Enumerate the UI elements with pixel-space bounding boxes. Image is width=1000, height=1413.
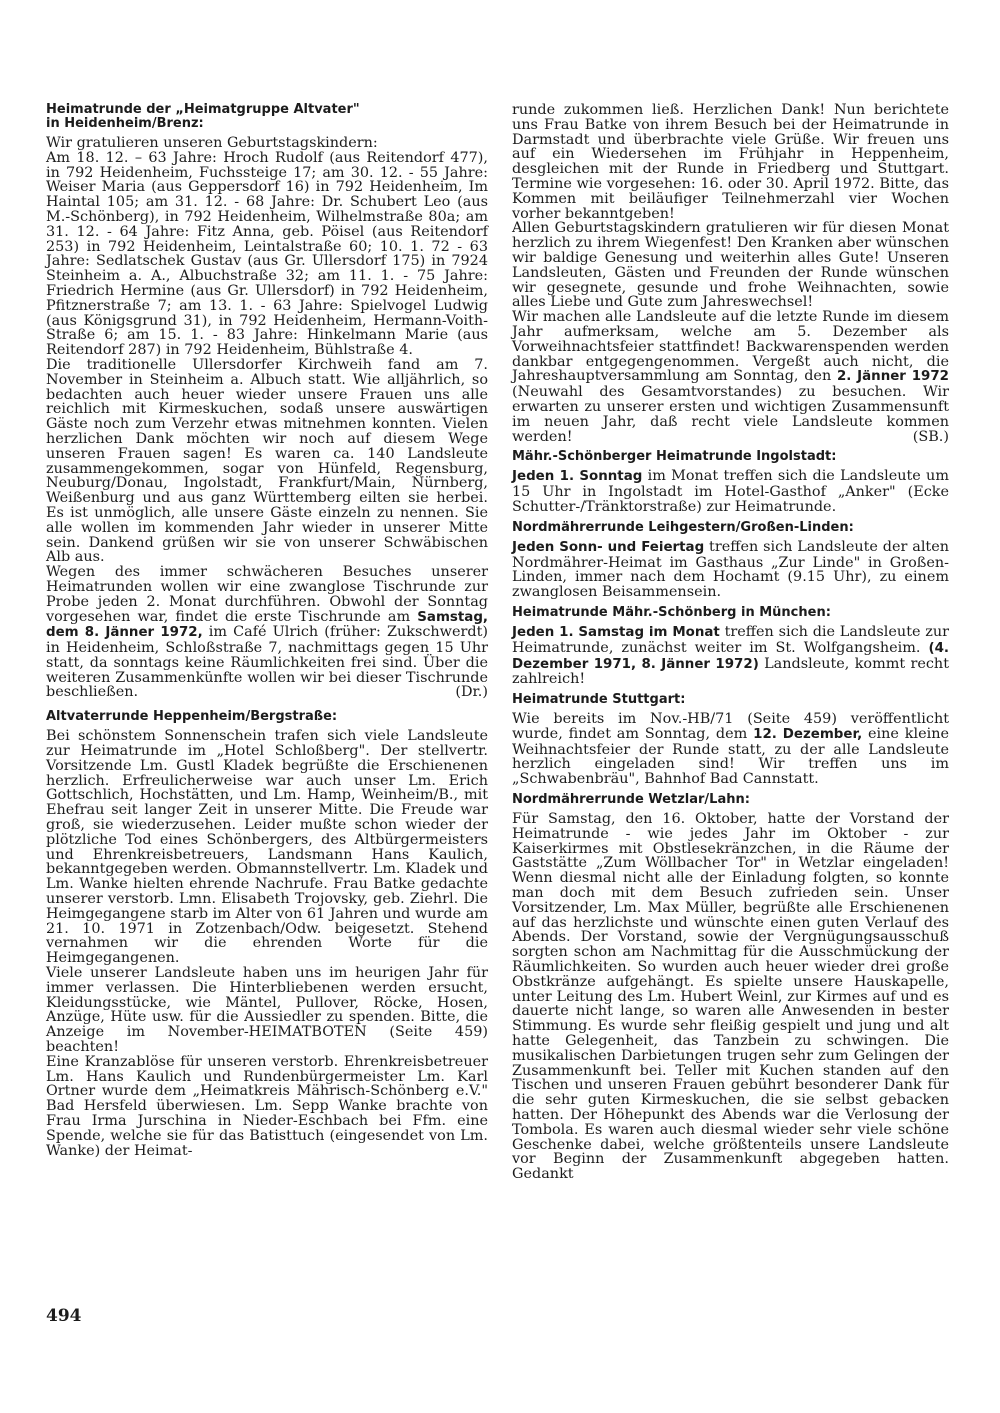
text: Landsleute, kommt recht zahlreich!: [512, 655, 949, 688]
emphasized-dates: (4. Dezember 1971, 8. Jänner 1972): [512, 640, 949, 672]
paragraph: [512, 712, 949, 787]
paragraph: runde zukommen ließ. Herzlichen Dank! Nun berichtete uns Frau Batke von ihrem Besuch bei der Heimatrunde in Darmstadt und überbrachte viele Grüße. Wir freuen uns auf ein Wiedersehen im Frühjahr in Heppenheim, desgleichen mit der Runde in Friedberg und Stuttgart. Termine wie vorgesehen: 16. oder 30. April 1972. Bitte, das Kommen mit beiläufiger Teilnehmerzahl vier Wochen vorher bekanntgeben!: [512, 102, 949, 222]
section-heading-stuttgart: Heimatrunde Stuttgart:: [512, 692, 686, 708]
author-signature: (Dr.): [455, 684, 488, 701]
paragraph: [512, 310, 949, 444]
paragraph: Allen Geburtstagskindern gratulieren wir für diesen Monat herzlich zu ihrem Wiegenfest! Den Kranken aber wünschen wir baldige Genesung und weiterhin alles Gute! Unseren Landsleuten, Gästen und Freunden der Runde wünschen wir gesegnete, gesunde und frohe Weihnachten, sowie alles Liebe und Gute zum Jahreswechsel!: [512, 220, 949, 311]
text: treffen sich die Landsleute zur Heimatrunde, zunächst weiter im St. Wolfgangsheim.: [512, 623, 950, 656]
text: Wir machen alle Landsleute auf die letzte Runde im diesem Jahr aufmerksam, welche am 5. Dezember als Vorweihnachtsfeier stattfindet! Backwarenspenden werden dankbar entgegengenommen. Vergeßt auch nicht, die Jahreshauptversammlung am Sonntag, den: [512, 309, 949, 385]
section-heading-heidenheim: [46, 103, 488, 131]
paragraph: Wir gratulieren unseren Geburtstagskindern:: [46, 135, 378, 151]
paragraph: [46, 565, 488, 700]
section-heading-muenchen: Heimatrunde Mähr.-Schönberg in München:: [512, 604, 831, 620]
paragraph: [512, 540, 949, 600]
heading-line-1: Heimatrunde der „Heimatgruppe Altvater": [46, 102, 360, 117]
page-number: 494: [46, 1306, 82, 1326]
text: im Monat treffen sich die Landsleute um 15 Uhr in Ingolstadt im Hotel-Gasthof „Anker" (Ecke Schutter-/Tränktorstraße) zur Heimatrunde.: [512, 468, 949, 515]
right-column: [512, 103, 949, 1182]
text: eine kleine Weihnachtsfeier der Runde statt, zu der alle Landsleute herzlich eingeladen sind! Wir treffen uns im „Schwabenbräu", Bahnhof Bad Cannstatt.: [512, 725, 949, 788]
section-heading-ingolstadt: Mähr.-Schönberger Heimatrunde Ingolstadt:: [512, 449, 837, 465]
lead-text: Jeden 1. Samstag im Monat: [512, 624, 720, 640]
lead-text: Jeden 1. Sonntag: [512, 469, 643, 485]
text: treffen sich Landsleute der alten Nordmährer-Heimat im Gasthaus „Zur Linde" in Großen-Linden, immer nach dem Hochamt (9.15 Uhr), zu einem zwanglosen Beisammensein.: [512, 538, 949, 601]
paragraph: Eine Kranzablöse für unseren verstorb. Ehrenkreisbetreuer Lm. Hans Kaulich und Rundenbürgermeister Lm. Karl Ortner wurde dem „Heimatkreis Mährisch-Schönberg e.V." Bad Hersfeld überwiesen. Lm. Sepp Wanke brachte von Frau Irma Jurschina in Nieder-Eschbach bei Ffm. eine Spende, welche sie für das Batisttuch (eingesendet von Lm. Wanke) der Heimat-: [46, 1053, 488, 1159]
paragraph: Am 18. 12. – 63 Jahre: Hroch Rudolf (aus Reitendorf 477), in 792 Heidenheim, Fuchssteige 17; am 30. 12. - 55 Jahre: Weiser Maria (aus Geppersdorf 16) in 792 Heidenheim, Im Haintal 105; am 31. 12. - 68 Jahre: Dr. Schubert Leo (aus M.-Schönberg), in 792 Heidenheim, Wilhelmstraße 80a; am 31. 12. - 64 Jahre: Fitz Anna, geb. Pöisel (aus Reitendorf 253) in 792 Heidenheim, Leintalstraße 60; 10. 1. 72 - 63 Jahre: Sedlatschek Gustav (aus Gr. Ullersdorf 175) in 7924 Steinheim a. A., Albuchstraße 32; am 11. 1. - 75 Jahre: Friedrich Hermine (aus Gr. Ullersdorf) in 792 Heidenheim, Pfitznerstraße 7; am 13. 1. - 63 Jahre: Spielvogel Ludwig (aus Königsgrund 31), in 792 Heidenheim, Hermann-Voith-Straße 6; am 15. 1. - 83 Jahre: Hinkelmann Marie (aus Reitendorf 287) in 792 Heidenheim, Bühlstraße 4.: [46, 149, 488, 359]
paragraph: [512, 469, 949, 514]
paragraph: Für Samstag, den 16. Oktober, hatte der Vorstand der Heimatrunde - wie jedes Jahr im Oktober - zur Kaiserkirmes mit Obstlesekränzchen, in die Räume der Gaststätte „Zum Wöllbacher Tor" in Wetzlar eingeladen! Wenn diesmal nicht alle der Einladung folgten, so konnte man doch mit dem Besuch zufrieden sein. Unser Vorsitzender, Lm. Max Müller, begrüßte alle Erschienenen auf das herzlichste und wünschte einen guten Verlauf des Abends. Der Vorstand, sowie der Vergnügungsausschuß sorgten schon am Nachmittag für die Ausschmückung der Räumlichkeiten. So wurden auch heuer wieder drei große Obstkränze aufgehängt. Es spielte unsere Hauskapelle, unter Leitung des Lm. Hubert Weinl, zur Kirmes auf und es dauerte nicht lange, so waren alle Anwesenden in bester Stimmung. Es wurde sehr fleißig gespielt und jung und alt hatte Gelegenheit, das Tanzbein zu schwingen. Die musikalischen Darbietungen trugen sehr zum Gelingen der Zusammenkunft bei. Teller mit Kuchen standen auf den Tischen und unseren Frauen gebührt besonderer Dank für die sehr guten Kirmeskuchen, die sie selbst gebacken hatten. Der Höhepunkt des Abends war die Verlosung der Tombola. Es waren auch diesmal wieder sehr viele schöne Geschenke dabei, welche größtenteils unsere Landsleute vor Beginn der Zusammenkunft abgegeben hatten. Gedankt: [512, 811, 949, 1183]
lead-text: Jeden Sonn- und Feiertag: [512, 539, 705, 555]
paragraph: Die traditionelle Ullersdorfer Kirchweih fand am 7. November in Steinheim a. Albuch statt. Wie alljährlich, so bedachten auch heuer wieder unsere Frauen uns alle reichlich mit Kirmeskuchen, sodaß unsere auswärtigen Gäste noch zum Verzehr etwas mitnehmen konnten. Vielen herzlichen Dank möchten wir noch auf diesem Wege unseren Frauen sagen! Es waren ca. 140 Landsleute zusammengekommen, sogar von Hünfeld, Regensburg, Neuburg/Donau, Ingolstadt, Frankfurt/Main, Nürnberg, Weißenburg und aus ganz Württemberg eilten sie herbei. Es ist unmöglich, alle unsere Gäste einzeln zu nennen. Sie alle wollen im kommenden Jahr wieder in unserer Mitte sein. Dankend grüßen wir sie von unserer Schwäbischen Alb aus.: [46, 356, 488, 566]
section-heading-leihgestern: Nordmährerrunde Leihgestern/Großen-Linden:: [512, 519, 854, 535]
paragraph: [512, 625, 949, 687]
text: im Café Ulrich (früher: Zukschwerdt) in Heidenheim, Schloßstraße 7, nachmittags gegen 15 Uhr statt, da sonntags keine Räumlichkeiten frei sind. Über die weiteren Zusammenkünfte wollen wir bei dieser Tischrunde beschließen.: [46, 624, 488, 701]
section-heading-heppenheim: Altvaterrunde Heppenheim/Bergstraße:: [46, 709, 338, 725]
text: Wegen des immer schwächeren Besuches unserer Heimatrunden wollen wir eine zwanglose Tischrunde zur Probe jeden 2. Monat durchführen. Obwohl der Sonntag vorgesehen war, findet die erste Tischrunde am: [46, 564, 488, 625]
paragraph: Viele unserer Landsleute haben uns im heurigen Jahr für immer verlassen. Die Hinterbliebenen werden ersucht, Kleidungsstücke, wie Mäntel, Pullover, Röcke, Hosen, Anzüge, Hüte usw. für die Aussiedler zu spenden. Bitte, die Anzeige im November-HEIMATBOTEN (Seite 459) beachten!: [46, 965, 488, 1056]
text: (Neuwahl des Gesamtvorstandes) zu besuchen. Wir erwarten zu unserer ersten und wichtigen Zusammensunft im neuen Jahr, daß recht viele Landsleute kommen werden!: [512, 384, 949, 445]
left-column: [46, 103, 488, 1158]
emphasized-date: 12. Dezember,: [753, 726, 863, 742]
author-signature: (SB.): [912, 428, 949, 445]
emphasized-date: Samstag, dem 8. Jänner 1972,: [46, 609, 488, 641]
heading-line-2: in Heidenheim/Brenz:: [46, 116, 204, 131]
section-heading-wetzlar: Nordmährerrunde Wetzlar/Lahn:: [512, 792, 750, 808]
paragraph: Bei schönstem Sonnenschein trafen sich viele Landsleute zur Heimatrunde im „Hotel Schloßberg". Der stellvertr. Vorsitzende Lm. Gustl Kladek begrüßte die Erschienenen herzlich. Erfreulicherweise war auch unser Lm. Erich Gottschlich, Hochstätten, und Lm. Hamp, Weinheim/B., mit Ehefrau seit langer Zeit in unserer Mitte. Die Freude war groß, sie wiederzusehen. Leider mußte schon wieder der plötzliche Tod eines Schönbergers, des Altbürgermeisters und Ehrenkreisbetreuers, Landsmann Hans Kaulich, bekanntgegeben werden. Obmannstellvertr. Lm. Kladek und Lm. Wanke hielten ehrende Nachrufe. Frau Batke gedachte unserer verstorb. Lmn. Elisabeth Trojovsky, geb. Ziehrl. Die Heimgegangene starb im Alter von 61 Jahren und wurde am 21. 10. 1971 in Zotzenbach/Odw. beigesetzt. Stehend vernahmen wir die ehrenden Worte für die Heimgegangenen.: [46, 728, 488, 967]
text: Wie bereits im Nov.-HB/71 (Seite 459) veröffentlicht wurde, findet am Sonntag, dem: [512, 711, 949, 742]
emphasized-date: 2. Jänner 1972: [836, 369, 949, 385]
